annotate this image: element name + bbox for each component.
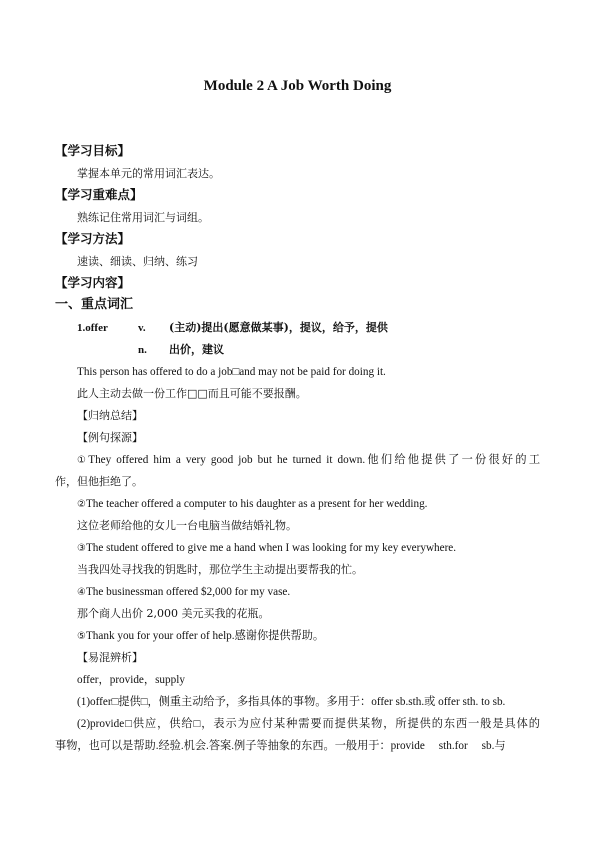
noun-meaning: 出价，建议: [169, 343, 224, 356]
confusion-item-1: (1)offer□提供□，侧重主动给予，多指具体的事物。多用于：offer sb.sth.或 offer sth. to sb.: [77, 696, 506, 708]
confusion-item-2-line-1: (2)provide□供应，供给□，表示为应付某种需要而提供某物，所提供的东西一般是具体的: [77, 718, 540, 730]
method-heading: 【学习方法】: [55, 231, 131, 246]
summary-label: 【归纳总结】: [77, 409, 143, 422]
headword: 1.offer: [77, 322, 108, 334]
part-one-heading: 一、重点词汇: [55, 297, 134, 312]
example-2-number: ②: [77, 499, 86, 510]
verb-meaning: (主动)提出(愿意做某事)，提议，给予，提供: [169, 321, 388, 334]
example-4-zh: 那个商人出价 2,000 美元买我的花瓶。: [77, 607, 270, 620]
example-2-zh: 这位老师给他的女儿一台电脑当做结婚礼物。: [77, 519, 297, 532]
goal-text: 掌握本单元的常用词汇表达。: [77, 167, 220, 180]
key-points-text: 熟练记住常用词汇与词组。: [77, 211, 209, 224]
example-1-number: ①: [77, 455, 89, 466]
pos-noun: n.: [138, 344, 147, 356]
example-2-en: [77, 497, 427, 512]
goal-heading: 【学习目标】: [55, 143, 131, 158]
example-3-number: ③: [77, 543, 86, 554]
example-5-text: Thank you for your offer of help.感谢你提供帮助。: [85, 630, 325, 642]
example-3-zh: 当我四处寻找我的钥匙时，那位学生主动提出要帮我的忙。: [77, 563, 363, 576]
content-heading: 【学习内容】: [55, 275, 131, 290]
example-1-line-1: [77, 453, 540, 468]
example-3-text: The student offered to give me a hand when I was looking for my key everywhere.: [85, 542, 457, 554]
confusion-words: offer，provide，supply: [77, 674, 185, 686]
page-title: Module 2 A Job Worth Doing: [203, 78, 392, 94]
example-4-number: ④: [77, 587, 86, 598]
examples-label: 【例句探源】: [77, 431, 143, 444]
confusion-item-2-line-2: 事物，也可以是帮助.经验.机会.答案.例子等抽象的东西。一般用于：provide sth.for sb.与: [55, 740, 506, 752]
example-3-en: [77, 541, 456, 556]
example-4-en: [77, 585, 290, 600]
example-1-line-2: 作，但他拒绝了。: [55, 475, 143, 488]
example-5: [77, 629, 324, 644]
confusion-label: 【易混辨析】: [77, 651, 143, 664]
intro-example-zh: 此人主动去做一份工作□□而且可能不要报酬。: [77, 387, 307, 400]
method-text: 速读、细读、归纳、练习: [77, 255, 198, 268]
example-4-text: The businessman offered $2,000 for my vase.: [85, 586, 291, 598]
intro-example-en: This person has offered to do a job□and may not be paid for doing it.: [77, 366, 386, 378]
example-1-text: They offered him a very good job but he turned it down.他们给他提供了一份很好的工: [88, 454, 541, 466]
key-points-heading: 【学习重难点】: [55, 187, 143, 202]
example-5-number: ⑤: [77, 631, 86, 642]
example-2-text: The teacher offered a computer to his daughter as a present for her wedding.: [85, 498, 428, 510]
pos-verb: v.: [138, 322, 146, 334]
